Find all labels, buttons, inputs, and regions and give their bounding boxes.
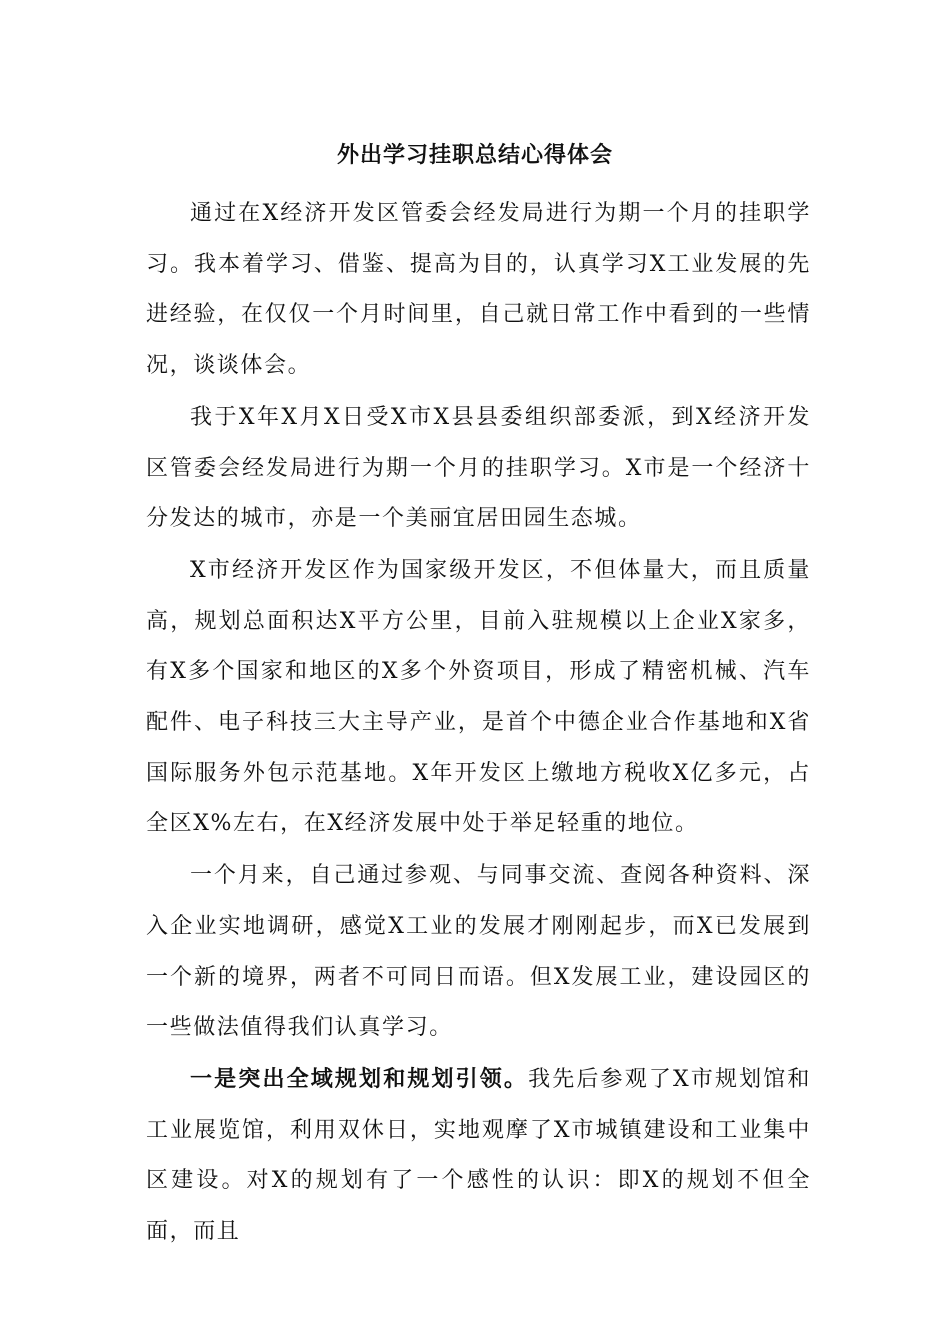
paragraph-text: X市经济开发区作为国家级开发区，不但体量大，而且质量高，规划总面积达X平方公里，目前入驻规模以上企业X家多，有X多个国家和地区的X多个外资项目，形成了精密机械、汽车配件、电子科技三大主导产业，是首个中德企业合作基地和X省国际服务外包示范基地。X年开发区上缴地方税收X亿多元，占全区X%左右，在X经济发展中处于举足轻重的地位。: [146, 557, 811, 837]
paragraph-2: [146, 392, 811, 545]
document-body: [146, 188, 811, 1258]
paragraph-4: [146, 850, 811, 1054]
paragraph-text: 通过在X经济开发区管委会经发局进行为期一个月的挂职学习。我本着学习、借鉴、提高为目的，认真学习X工业发展的先进经验，在仅仅一个月时间里，自己就日常工作中看到的一些情况，谈谈体会。: [146, 201, 811, 379]
paragraph-text: 我先后参观了X市规划馆和工业展览馆，利用双休日，实地观摩了X市城镇建设和工业集中区建设。对X的规划有了一个感性的认识：即X的规划不但全面，而且: [146, 1066, 811, 1245]
paragraph-1: [146, 188, 811, 392]
paragraph-5: [146, 1054, 811, 1258]
paragraph-text: 一个月来，自己通过参观、与同事交流、查阅各种资料、深入企业实地调研，感觉X工业的发展才刚刚起步，而X已发展到一个新的境界，两者不可同日而语。但X发展工业，建设园区的一些做法值得我们认真学习。: [146, 863, 811, 1041]
paragraph-lead: 一是突出全域规划和规划引领。: [190, 1065, 529, 1092]
document-title: 外出学习挂职总结心得体会: [336, 142, 613, 168]
paragraph-text: 我于X年X月X日受X市X县县委组织部委派，到X经济开发区管委会经发局进行为期一个月的挂职学习。X市是一个经济十分发达的城市，亦是一个美丽宜居田园生态城。: [146, 404, 811, 532]
paragraph-3: [146, 545, 811, 850]
